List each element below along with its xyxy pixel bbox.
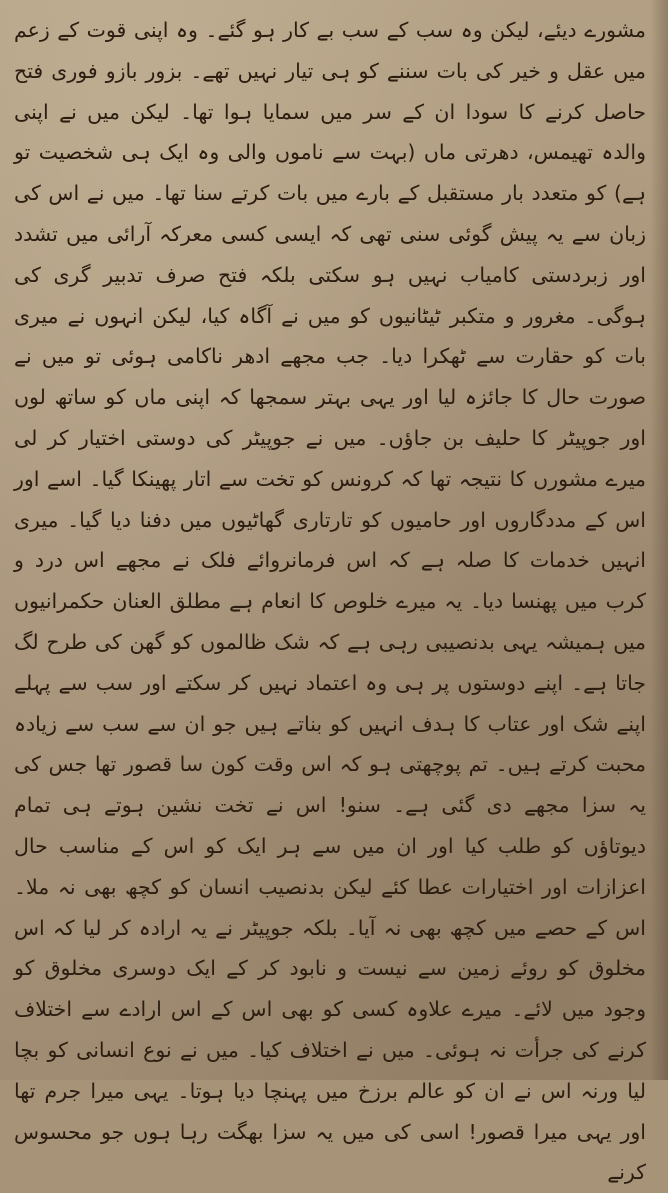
page-edge-shadow	[650, 0, 668, 1080]
body-paragraph: مشورے دیئے، لیکن وہ سب کے سب بے کار ہو گئے۔ وہ اپنی قوت کے زعم میں عقل و خیر کی بات سننے کو ہی تیار نہیں تھے۔ بزور بازو فوری فتح حاصل کرنے کا سودا ان کے سر میں سمایا ہوا تھا۔ لیکن میں نے اپنی والدہ تھیمس، دھرتی ماں (بہت سے ناموں والی وہ ایک ہی شخصیت تو ہے) کو متعدد بار مستقبل کے بارے میں بات کرتے سنا تھا۔ میں نے اس کی زبان سے یہ پیش گوئی سنی تھی کہ ایسی کسی معرکہ آرائی میں تشدد اور زبردستی کامیاب نہیں ہو سکتی بلکہ فتح صرف تدبیر گری کی ہوگی۔ مغرور و متکبر ٹیٹانیوں کو میں نے آگاہ کیا، لیکن انہوں نے میری بات کو حقارت سے ٹھکرا دیا۔ جب مجھے ادھر ناکامی ہوئی تو میں نے صورت حال کا جائزہ لیا اور یہی بہتر سمجھا کہ اپنی ماں کو ساتھ لوں اور جوپیٹر کا حلیف بن جاؤں۔ میں نے جوپیٹر کی دوستی اختیار کر لی میرے مشورں کا نتیجہ تھا کہ کرونس کو تخت سے اتار پھینکا گیا۔ اسے اور اس کے مددگاروں اور حامیوں کو تارتاری گھاٹیوں میں دفنا دیا گیا۔ میری انہیں خدمات کا صلہ ہے کہ اس فرمانروائے فلک نے مجھے اس درد و کرب میں پھنسا دیا۔ یہ میرے خلوص کا انعام ہے مطلق العنان حکمرانیوں میں ہمیشہ یہی بدنصیبی رہی ہے کہ شک ظالموں کو گھن کی طرح لگ جاتا ہے۔ اپنے دوستوں پر ہی وہ اعتماد نہیں کر سکتے اور سب سے پہلے اپنے شک اور عتاب کا ہدف انہیں کو بناتے ہیں جو ان سے سب سے زیادہ محبت کرتے ہیں۔ تم پوچھتی ہو کہ اس وقت کون سا قصور تھا جس کی یہ سزا مجھے دی گئی ہے۔ سنو! اس نے تخت نشین ہوتے ہی تمام دیوتاؤں کو طلب کیا اور ان میں سے ہر ایک کو اس کے مناسب حال اعزازات اور اختیارات عطا کئے لیکن بدنصیب انسان کو کچھ بھی نہ ملا۔ اس کے حصے میں کچھ بھی نہ آیا۔ بلکہ جوپیٹر نے یہ ارادہ کر لیا کہ اس مخلوق کو روئے زمین سے نیست و نابود کر کے ایک دوسری مخلوق کو وجود میں لائے۔ میرے علاوہ کسی کو بھی اس کے اس ارادے سے اختلاف کرنے کی جرأت نہ ہوئی۔ میں نے اختلاف کیا۔ میں نے نوع انسانی کو بچا لیا ورنہ اس نے ان کو عالم برزخ میں پہنچا دیا ہوتا۔ یہی میرا جرم تھا اور یہی میرا قصور! اسی کی میں یہ سزا بھگت رہا ہوں جو محسوس کرنے	[14, 18, 646, 1185]
page-body	[14, 10, 646, 1185]
